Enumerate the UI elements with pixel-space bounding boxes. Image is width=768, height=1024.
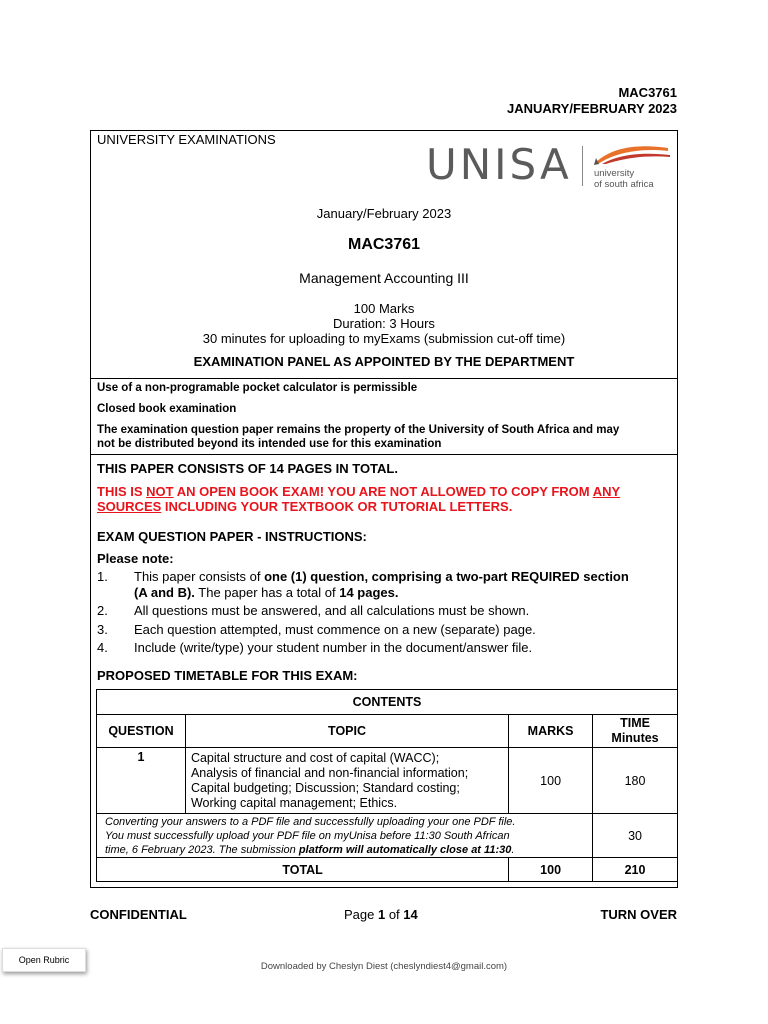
- exam-details: [90, 301, 678, 346]
- institution-line: UNIVERSITY EXAMINATIONS: [97, 132, 276, 147]
- closed-book-rule: Closed book examination: [97, 403, 237, 415]
- item-text: All questions must be answered, and all calculations must be shown.: [134, 603, 530, 618]
- logo-divider: [582, 146, 583, 186]
- instructions-list: [97, 569, 675, 656]
- item-text: The paper has a total of: [194, 584, 340, 600]
- item-text-bold: 14 pages.: [339, 584, 399, 600]
- total-time: 210: [593, 858, 678, 882]
- logo-wordmark: UNISA: [426, 140, 572, 189]
- total-marks: 100: [509, 858, 593, 882]
- property-rule-line: not be distributed beyond its intended use for this examination: [97, 438, 442, 450]
- item-number: 2.: [97, 603, 108, 618]
- header-session: JANUARY/FEBRUARY 2023: [506, 101, 677, 116]
- item-text-bold: one (1) question, comprising a two-part REQUIRED section: [264, 569, 629, 584]
- header-topic: TOPIC: [185, 715, 508, 748]
- warning-emphasis: SOURCES: [97, 499, 162, 514]
- item-number: 1.: [97, 569, 108, 584]
- item-number: 3.: [97, 621, 108, 637]
- topic-line: Capital budgeting; Discussion; Standard costing;: [190, 780, 460, 795]
- row-question: 1: [97, 748, 186, 814]
- page-indicator: [344, 907, 418, 922]
- exam-date: January/February 2023: [316, 206, 452, 221]
- duration-line: Duration: 3 Hours: [333, 316, 435, 331]
- warning-emphasis: NOT: [146, 484, 174, 499]
- upload-time: 30: [593, 814, 678, 858]
- table-row-upload: [97, 814, 678, 858]
- item-text: Include (write/type) your student number in the document/answer file.: [134, 640, 533, 655]
- item-text: This paper consists of: [134, 569, 265, 584]
- open-book-warning: [97, 484, 673, 514]
- row-time: 180: [593, 748, 678, 814]
- row-topic: [185, 748, 508, 814]
- page-total: 14: [403, 907, 418, 922]
- confidential-label: CONFIDENTIAL: [90, 907, 187, 922]
- list-item: [97, 569, 675, 600]
- logo-subtitle-2: of south africa: [594, 179, 654, 190]
- upload-note-bold: platform will automatically close at 11:30: [298, 843, 512, 856]
- upload-note-line: You must successfully upload your PDF file on myUnisa before 11:30 South African: [105, 829, 510, 842]
- upload-line: 30 minutes for uploading to myExams (submission cut-off time): [202, 331, 566, 346]
- marks-line: 100 Marks: [353, 301, 415, 316]
- list-item: [97, 622, 675, 638]
- page-text: of: [385, 907, 404, 922]
- table-total-row: [97, 858, 678, 882]
- list-item: [97, 640, 675, 656]
- header-question: QUESTION: [97, 715, 186, 748]
- header-time-unit: Minutes: [611, 731, 659, 745]
- property-rule: [97, 423, 619, 451]
- warning-text: THIS IS: [97, 484, 147, 499]
- list-item: [97, 603, 675, 619]
- header-module-code: MAC3761: [618, 85, 677, 100]
- module-code: MAC3761: [347, 236, 421, 253]
- total-label: TOTAL: [97, 858, 509, 882]
- contents-table: [96, 689, 678, 882]
- item-number: 4.: [97, 640, 108, 655]
- upload-note: [97, 814, 593, 858]
- row-marks: 100: [509, 748, 593, 814]
- open-rubric-button[interactable]: Open Rubric: [2, 948, 86, 972]
- item-text: Each question attempted, must commence on a new (separate) page.: [134, 621, 536, 637]
- unisa-logo: [426, 140, 676, 195]
- instructions-heading: EXAM QUESTION PAPER - INSTRUCTIONS:: [97, 529, 367, 544]
- table-row: [97, 748, 678, 814]
- module-name: Management Accounting III: [299, 270, 469, 286]
- document-header: [507, 85, 677, 117]
- topic-line: Capital structure and cost of capital (WACC);: [190, 750, 440, 765]
- page-text: Page: [344, 907, 378, 922]
- page-count-line: THIS PAPER CONSISTS OF 14 PAGES IN TOTAL.: [97, 461, 398, 476]
- calculator-rule: Use of a non-programable pocket calculator is permissible: [97, 382, 418, 394]
- divider: [90, 378, 678, 379]
- logo-subtitle-1: university: [594, 168, 635, 179]
- upload-note-line: .: [511, 843, 515, 856]
- warning-emphasis: ANY: [592, 484, 621, 499]
- panel-line: EXAMINATION PANEL AS APPOINTED BY THE DEPARTMENT: [193, 354, 575, 369]
- page-number: 1: [377, 907, 386, 922]
- warning-text: AN OPEN BOOK EXAM! YOU ARE NOT ALLOWED TO COPY FROM: [173, 484, 593, 499]
- logo-emblem-icon: [592, 142, 672, 166]
- item-text-bold: (A and B).: [134, 584, 195, 600]
- property-rule-line: The examination question paper remains the property of the University of South Africa and may: [97, 424, 620, 436]
- table-header-row: [97, 715, 678, 748]
- topic-line: Analysis of financial and non-financial information;: [190, 765, 469, 780]
- header-time: [593, 715, 678, 748]
- header-time-label: TIME: [620, 716, 650, 730]
- contents-title: CONTENTS: [97, 690, 678, 715]
- warning-text: INCLUDING YOUR TEXTBOOK OR TUTORIAL LETTERS.: [161, 499, 513, 514]
- table-title-row: [97, 690, 678, 715]
- header-marks: MARKS: [509, 715, 593, 748]
- upload-note-line: Converting your answers to a PDF file and successfully uploading your one PDF file.: [105, 815, 516, 828]
- divider: [90, 454, 678, 455]
- topic-line: Working capital management; Ethics.: [190, 795, 398, 810]
- upload-note-line: time, 6 February 2023. The submission: [105, 843, 299, 856]
- turn-over-label: TURN OVER: [600, 907, 677, 922]
- download-watermark: Downloaded by Cheslyn Diest (cheslyndiest4@gmail.com): [260, 961, 508, 972]
- please-note: Please note:: [97, 551, 174, 566]
- timetable-heading: PROPOSED TIMETABLE FOR THIS EXAM:: [97, 668, 358, 683]
